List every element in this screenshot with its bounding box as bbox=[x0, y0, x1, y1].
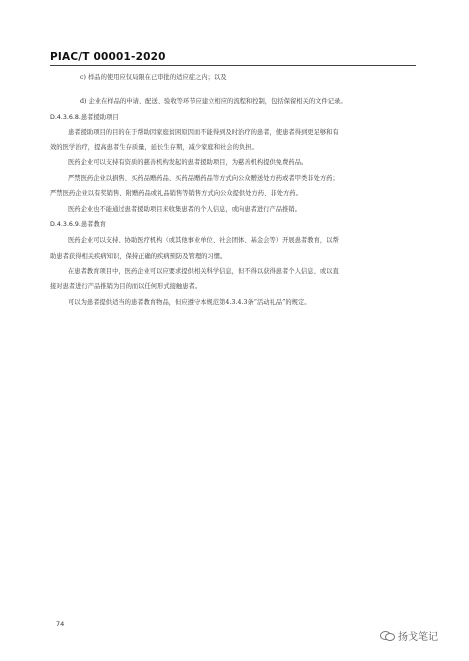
paragraph-line: 可以为患者提供适当的患者教育物品，但应遵守本规范第4.3.4.3条“活动礼品”的规定。 bbox=[68, 299, 311, 306]
list-item-d: d) 企业在样品的申请、配送、验收等环节应建立相应的流程和控制，包括保留相关的文件记录。 bbox=[80, 98, 347, 105]
paragraph-line: 医药企业也不能通过患者援助项目来收集患者的个人信息，或向患者进行产品推销。 bbox=[68, 206, 301, 213]
wechat-icon bbox=[380, 630, 394, 641]
header-rule bbox=[50, 65, 416, 66]
page-number: 74 bbox=[56, 620, 65, 628]
paragraph-line: 严禁医药企业以捐售、买药品赠药品、买药品赠药品等方式向公众赠送处方药或者甲类非处方药； bbox=[68, 175, 339, 182]
section-heading-patient-education: D.4.3.6.9.患者教育 bbox=[50, 221, 107, 228]
paragraph-line: 在患者教育项目中，医药企业可以应要求提供相关科学信息，但不得以获得患者个人信息、或以直 bbox=[68, 268, 339, 275]
paragraph-line: 接对患者进行产品推销为目的而以任何形式接触患者。 bbox=[50, 283, 202, 290]
paragraph-line: 效的医学治疗，提高患者生存质量，延长生存期，减少家庭和社会的负担。 bbox=[50, 144, 258, 151]
standard-code: PIAC/T 00001-2020 bbox=[50, 51, 166, 63]
paragraph-line: 严禁医药企业以有奖销售、附赠药品或礼品销售等销售方式向公众提供处方药、非处方药。 bbox=[50, 190, 302, 197]
paragraph-line: 医药企业可以支持、协助医疗机构（或其他事业单位、社会团体、基金会等）开展患者教育，以帮 bbox=[68, 237, 339, 244]
paragraph-line: 医药企业可以支持有资质的慈善机构发起的患者援助项目，为慈善机构提供免费药品。 bbox=[68, 159, 308, 166]
watermark bbox=[380, 628, 438, 643]
paragraph-line: 助患者获得相关疾病知识，保持正确的疾病预防及管理的习惯。 bbox=[50, 253, 227, 260]
watermark-text: 扬戈笔记 bbox=[398, 632, 438, 643]
paragraph-line: 患者援助项目的目的在于帮助因家庭贫困原因而不能得到及时治疗的患者，使患者得到更足够和有 bbox=[68, 129, 339, 136]
list-item-c: c) 样品的使用应仅局限在已审批的适应症之内；以及 bbox=[80, 74, 227, 81]
section-heading-patient-assistance: D.4.3.6.8.患者援助项目 bbox=[50, 114, 119, 121]
